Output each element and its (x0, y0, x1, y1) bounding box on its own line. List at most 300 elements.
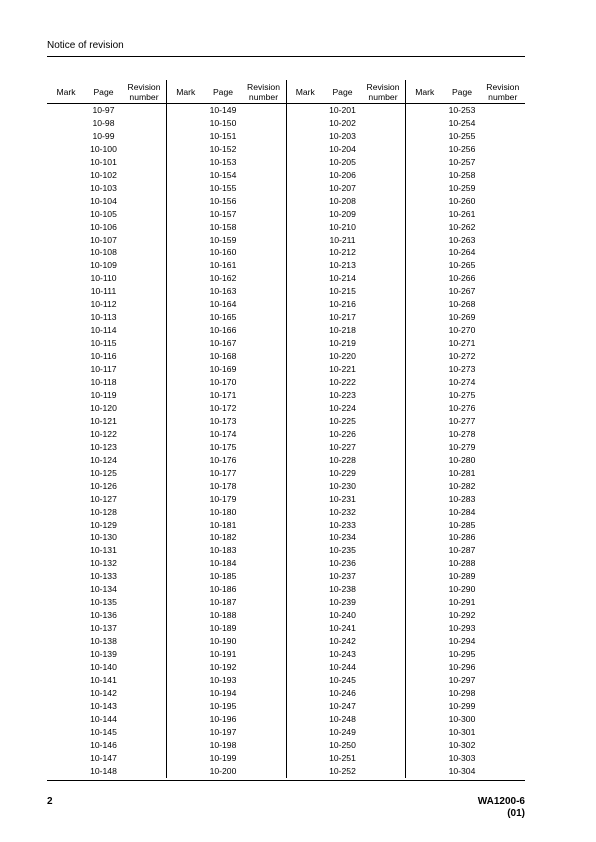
revision-cell (361, 506, 406, 519)
revision-cell (242, 415, 287, 428)
mark-cell (167, 765, 205, 778)
revision-cell (361, 570, 406, 583)
revision-cell (361, 169, 406, 182)
revision-cell (481, 622, 526, 635)
revision-cell (242, 493, 287, 506)
revision-cell (481, 363, 526, 376)
mark-cell (47, 117, 85, 130)
mark-cell (406, 389, 444, 402)
mark-cell (167, 596, 205, 609)
mark-cell (286, 246, 324, 259)
revision-cell (242, 104, 287, 117)
header-revision-line1: Revision (127, 81, 161, 92)
revision-cell (122, 506, 167, 519)
revision-cell (122, 182, 167, 195)
revision-cell (242, 765, 287, 778)
page-cell: 10-122 (90, 428, 117, 439)
mark-cell (286, 234, 324, 247)
revision-table-header (47, 80, 525, 104)
revision-cell (361, 246, 406, 259)
mark-cell (167, 713, 205, 726)
page-cell: 10-152 (209, 143, 237, 154)
table-row (47, 221, 525, 234)
mark-cell (167, 182, 205, 195)
page-cell: 10-118 (90, 377, 117, 388)
table-row (47, 596, 525, 609)
revision-cell (242, 635, 287, 648)
mark-cell (286, 195, 324, 208)
header-mark: Mark (295, 86, 315, 97)
mark-cell (167, 739, 205, 752)
mark-cell (406, 557, 444, 570)
table-bottom-rule (47, 780, 525, 781)
page-cell: 10-198 (209, 739, 237, 750)
page-cell: 10-281 (448, 467, 476, 478)
revision-cell (361, 259, 406, 272)
mark-cell (406, 493, 444, 506)
page-cell: 10-292 (448, 610, 476, 621)
mark-cell (406, 467, 444, 480)
revision-cell (122, 519, 167, 532)
revision-cell (481, 246, 526, 259)
mark-cell (47, 596, 85, 609)
table-row (47, 493, 525, 506)
mark-cell (286, 363, 324, 376)
mark-cell (47, 726, 85, 739)
page-cell: 10-236 (329, 558, 356, 569)
mark-cell (286, 104, 324, 117)
mark-cell (406, 726, 444, 739)
page-cell: 10-147 (90, 752, 117, 763)
revision-cell (481, 661, 526, 674)
revision-cell (361, 221, 406, 234)
page-cell: 10-98 (92, 117, 115, 128)
page-cell: 10-280 (448, 454, 476, 465)
revision-cell (361, 350, 406, 363)
mark-cell (406, 104, 444, 117)
mark-cell (406, 441, 444, 454)
mark-cell (167, 480, 205, 493)
revision-cell (242, 130, 287, 143)
table-row (47, 687, 525, 700)
revision-cell (361, 208, 406, 221)
page-cell: 10-160 (209, 247, 237, 258)
revision-cell (242, 298, 287, 311)
page-cell: 10-255 (448, 130, 476, 141)
table-row (47, 635, 525, 648)
revision-cell (122, 609, 167, 622)
revision-cell (481, 337, 526, 350)
page-cell: 10-174 (209, 428, 237, 439)
mark-cell (47, 687, 85, 700)
mark-cell (286, 609, 324, 622)
table-row (47, 609, 525, 622)
page-cell: 10-287 (448, 545, 476, 556)
mark-cell (406, 765, 444, 778)
mark-cell (47, 182, 85, 195)
page-cell: 10-110 (90, 273, 117, 284)
mark-cell (167, 544, 205, 557)
revision-cell (122, 350, 167, 363)
page-cell: 10-271 (448, 338, 476, 349)
doc-code: WA1200-6 (477, 796, 525, 807)
revision-cell (481, 402, 526, 415)
revision-cell (361, 713, 406, 726)
revision-cell (481, 544, 526, 557)
revision-cell (122, 687, 167, 700)
revision-cell (122, 389, 167, 402)
page-cell: 10-204 (329, 143, 356, 154)
revision-cell (361, 531, 406, 544)
page-cell: 10-303 (448, 752, 476, 763)
table-row (47, 570, 525, 583)
page-cell: 10-167 (209, 338, 237, 349)
page-cell: 10-188 (209, 610, 237, 621)
page-cell: 10-211 (329, 234, 356, 245)
revision-cell (361, 493, 406, 506)
page-cell: 10-126 (90, 480, 117, 491)
revision-cell (242, 480, 287, 493)
page-cell: 10-132 (90, 558, 117, 569)
table-row (47, 415, 525, 428)
table-row (47, 259, 525, 272)
revision-cell (242, 622, 287, 635)
page-cell: 10-175 (209, 441, 237, 452)
page-cell: 10-294 (448, 636, 476, 647)
revision-cell (481, 531, 526, 544)
page-cell: 10-260 (448, 195, 476, 206)
table-row (47, 752, 525, 765)
page-cell: 10-201 (329, 105, 356, 115)
header-revision-line1: Revision (366, 81, 400, 92)
page-cell: 10-197 (209, 726, 237, 737)
table-row (47, 182, 525, 195)
mark-cell (167, 311, 205, 324)
revision-cell (481, 130, 526, 143)
header-revision-line2: number (368, 91, 398, 102)
mark-cell (167, 622, 205, 635)
mark-cell (167, 570, 205, 583)
revision-cell (122, 648, 167, 661)
revision-cell (122, 195, 167, 208)
revision-cell (361, 726, 406, 739)
revision-cell (361, 480, 406, 493)
page-cell: 10-256 (448, 143, 476, 154)
mark-cell (47, 402, 85, 415)
revision-cell (361, 765, 406, 778)
mark-cell (286, 596, 324, 609)
page-cell: 10-150 (209, 117, 237, 128)
page-cell: 10-283 (448, 493, 476, 504)
page-cell: 10-169 (209, 364, 237, 375)
page-cell: 10-285 (448, 519, 476, 530)
mark-cell (406, 234, 444, 247)
revision-cell (361, 234, 406, 247)
revision-cell (122, 285, 167, 298)
table-row (47, 195, 525, 208)
revision-cell (242, 700, 287, 713)
page-cell: 10-250 (329, 739, 356, 750)
revision-cell (481, 104, 526, 117)
page-cell: 10-223 (329, 389, 356, 400)
mark-cell (406, 687, 444, 700)
page-cell: 10-115 (90, 338, 117, 349)
page-cell: 10-100 (90, 143, 117, 154)
page-cell: 10-163 (209, 286, 237, 297)
page-cell: 10-272 (448, 351, 476, 362)
page-cell: 10-235 (329, 545, 356, 556)
revision-cell (242, 428, 287, 441)
mark-cell (47, 557, 85, 570)
page-cell: 10-119 (90, 389, 117, 400)
mark-cell (167, 156, 205, 169)
revision-cell (242, 221, 287, 234)
revision-cell (122, 428, 167, 441)
page-cell: 10-158 (209, 221, 237, 232)
revision-cell (242, 519, 287, 532)
page-cell: 10-289 (448, 571, 476, 582)
revision-cell (242, 402, 287, 415)
page-cell: 10-172 (209, 402, 237, 413)
revision-cell (242, 661, 287, 674)
page-cell: 10-245 (329, 674, 356, 685)
mark-cell (286, 726, 324, 739)
mark-cell (47, 415, 85, 428)
revision-cell (481, 195, 526, 208)
mark-cell (406, 337, 444, 350)
mark-cell (47, 169, 85, 182)
mark-cell (167, 428, 205, 441)
revision-cell (122, 234, 167, 247)
mark-cell (406, 739, 444, 752)
revision-cell (122, 272, 167, 285)
revision-cell (122, 208, 167, 221)
revision-cell (361, 544, 406, 557)
table-row (47, 661, 525, 674)
table-row (47, 648, 525, 661)
mark-cell (286, 221, 324, 234)
revision-cell (242, 259, 287, 272)
revision-cell (481, 570, 526, 583)
mark-cell (286, 622, 324, 635)
table-row (47, 454, 525, 467)
revision-cell (122, 726, 167, 739)
revision-cell (242, 350, 287, 363)
mark-cell (406, 531, 444, 544)
table-row (47, 285, 525, 298)
header-mark: Mark (56, 86, 76, 97)
revision-cell (242, 531, 287, 544)
revision-cell (242, 337, 287, 350)
table-row (47, 531, 525, 544)
revision-cell (122, 298, 167, 311)
page-cell: 10-216 (329, 299, 356, 310)
mark-cell (286, 428, 324, 441)
revision-cell (481, 143, 526, 156)
mark-cell (47, 337, 85, 350)
revision-cell (361, 635, 406, 648)
revision-cell (361, 674, 406, 687)
revision-table-body (47, 104, 525, 778)
page-cell: 10-107 (90, 234, 117, 245)
table-row (47, 350, 525, 363)
revision-cell (242, 195, 287, 208)
page-cell: 10-267 (448, 286, 476, 297)
mark-cell (47, 246, 85, 259)
revision-cell (242, 713, 287, 726)
mark-cell (286, 285, 324, 298)
page-cell: 10-106 (90, 221, 117, 232)
page-cell: 10-148 (90, 765, 117, 776)
table-row (47, 467, 525, 480)
page-cell: 10-162 (209, 273, 237, 284)
revision-cell (361, 428, 406, 441)
page-cell: 10-117 (90, 364, 117, 375)
revision-cell (122, 259, 167, 272)
page-cell: 10-259 (448, 182, 476, 193)
mark-cell (47, 519, 85, 532)
table-row (47, 583, 525, 596)
table-row (47, 298, 525, 311)
revision-cell (242, 609, 287, 622)
revision-cell (481, 259, 526, 272)
revision-cell (481, 285, 526, 298)
revision-cell (361, 609, 406, 622)
mark-cell (286, 389, 324, 402)
page-cell: 10-300 (448, 713, 476, 724)
mark-cell (286, 337, 324, 350)
revision-cell (242, 467, 287, 480)
mark-cell (167, 609, 205, 622)
mark-cell (167, 246, 205, 259)
table-row (47, 143, 525, 156)
mark-cell (286, 324, 324, 337)
page-cell: 10-282 (448, 480, 476, 491)
revision-cell (242, 557, 287, 570)
page-cell: 10-247 (329, 700, 356, 711)
page-cell: 10-140 (90, 661, 117, 672)
revision-cell (122, 169, 167, 182)
mark-cell (167, 324, 205, 337)
page-cell: 10-145 (90, 726, 117, 737)
revision-cell (122, 752, 167, 765)
page-cell: 10-253 (448, 105, 476, 115)
revision-cell (361, 402, 406, 415)
table-row (47, 156, 525, 169)
revision-cell (242, 272, 287, 285)
page-cell: 10-278 (448, 428, 476, 439)
mark-cell (167, 700, 205, 713)
mark-cell (286, 544, 324, 557)
revision-cell (242, 324, 287, 337)
page-cell: 10-164 (209, 299, 237, 310)
page-cell: 10-219 (329, 338, 356, 349)
page-cell: 10-231 (329, 493, 356, 504)
table-row (47, 208, 525, 221)
revision-cell (122, 713, 167, 726)
page-cell: 10-215 (329, 286, 356, 297)
revision-cell (122, 415, 167, 428)
page-cell: 10-252 (329, 765, 356, 776)
page-cell: 10-178 (209, 480, 237, 491)
mark-cell (47, 544, 85, 557)
mark-cell (406, 583, 444, 596)
mark-cell (47, 700, 85, 713)
mark-cell (47, 467, 85, 480)
mark-cell (167, 272, 205, 285)
mark-cell (286, 156, 324, 169)
page-cell: 10-246 (329, 687, 356, 698)
revision-cell (361, 376, 406, 389)
mark-cell (406, 428, 444, 441)
page-header-title: Notice of revision (47, 40, 124, 51)
mark-cell (47, 376, 85, 389)
revision-cell (122, 156, 167, 169)
header-revision-line2: number (129, 91, 159, 102)
mark-cell (406, 480, 444, 493)
page-cell: 10-177 (209, 467, 237, 478)
page-cell: 10-179 (209, 493, 237, 504)
page-cell: 10-113 (90, 312, 117, 323)
page-cell: 10-116 (90, 351, 117, 362)
page-cell: 10-241 (329, 623, 356, 634)
mark-cell (286, 143, 324, 156)
page-cell: 10-190 (209, 636, 237, 647)
mark-cell (286, 583, 324, 596)
page-cell: 10-222 (329, 377, 356, 388)
mark-cell (286, 635, 324, 648)
mark-cell (406, 700, 444, 713)
page-cell: 10-288 (448, 558, 476, 569)
revision-cell (361, 156, 406, 169)
mark-cell (47, 285, 85, 298)
mark-cell (286, 402, 324, 415)
mark-cell (47, 143, 85, 156)
page-cell: 10-157 (209, 208, 237, 219)
mark-cell (286, 713, 324, 726)
page-cell: 10-120 (90, 402, 117, 413)
revision-cell (122, 221, 167, 234)
page-cell: 10-209 (329, 208, 356, 219)
page-cell: 10-221 (329, 364, 356, 375)
page-cell: 10-207 (329, 182, 356, 193)
page-cell: 10-166 (209, 325, 237, 336)
mark-cell (406, 661, 444, 674)
revision-cell (242, 726, 287, 739)
mark-cell (286, 557, 324, 570)
revision-cell (481, 583, 526, 596)
mark-cell (167, 221, 205, 234)
page-cell: 10-210 (329, 221, 356, 232)
page-cell: 10-151 (209, 130, 237, 141)
table-row (47, 376, 525, 389)
page-cell: 10-131 (90, 545, 117, 556)
table-row (47, 544, 525, 557)
table-row (47, 519, 525, 532)
mark-cell (47, 259, 85, 272)
revision-cell (481, 635, 526, 648)
mark-cell (286, 506, 324, 519)
revision-cell (242, 544, 287, 557)
revision-cell (361, 739, 406, 752)
revision-cell (122, 130, 167, 143)
revision-cell (481, 156, 526, 169)
page-cell: 10-304 (448, 765, 476, 776)
mark-cell (406, 117, 444, 130)
page-cell: 10-213 (329, 260, 356, 271)
page-cell: 10-291 (448, 597, 476, 608)
revision-cell (481, 311, 526, 324)
